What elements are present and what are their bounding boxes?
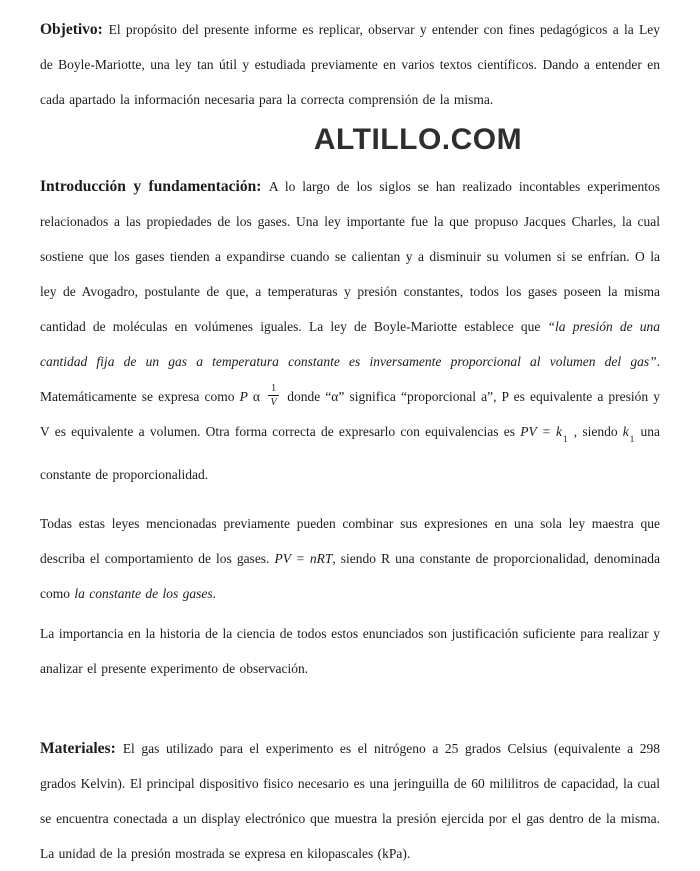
section-heading: Objetivo: [40, 21, 109, 38]
text-segment: P [239, 389, 248, 404]
text-segment: Todas estas leyes mencionadas previamente pueden combinar sus expresiones en una sola ley maestra que describa el comportamiento de los gases. [40, 516, 660, 566]
paragraph-ley-maestra [40, 506, 660, 611]
paragraph-objetivo [40, 12, 660, 117]
text-segment: El propósito del presente informe es replicar, observar y entender con fines pedagógicos a la Ley de Boyle-Mariotte, una ley tan útil y estudiada previamente en varios textos científicos. Dando a entender en cada apartado la información necesaria para la correcta comprensión de la misma. [40, 22, 660, 107]
text-segment: La importancia en la historia de la ciencia de todos estos enunciados son justificación suficiente para realizar y analizar el presente experimento de observación. [40, 626, 660, 676]
paragraph-materiales [40, 731, 660, 871]
text-segment: El gas utilizado para el experimento es el nitrógeno a 25 grados Celsius (equivalente a 298 grados Kelvin). El principal dispositivo fisico necesario es una jeringuilla de 60 mililitros de capacidad, la cual se encuentra conectada a un display electrónico que muestra la presión ejercida por el gas dentro de la misma. La unidad de la presión mostrada se expresa en kilopascales (kPa). [40, 741, 660, 861]
text-segment: “la presión de una cantidad fija de un gas a temperatura constante es inversamente proporcional al volumen del gas” [40, 319, 660, 369]
text-segment: α [247, 389, 266, 404]
section-heading: Materiales: [40, 740, 123, 757]
text-segment: k [622, 424, 629, 439]
text-segment: , siendo [568, 424, 623, 439]
text-segment: 1 [563, 434, 568, 444]
text-segment: la constante de los gases [74, 586, 213, 601]
text-segment: PV = nRT [274, 551, 333, 566]
text-segment: 1 [629, 434, 635, 444]
text-segment: PV = k [520, 424, 563, 439]
section-heading: Introducción y fundamentación: [40, 178, 269, 195]
text-segment: . Matemáticamente se expresa como [40, 354, 660, 404]
text-segment: . [212, 586, 216, 601]
altillo-watermark: ALTILLO.COM [313, 123, 523, 156]
text-segment: , siendo R una constante de proporcionalidad, denominada como [40, 551, 660, 601]
paragraph-introduccion [40, 169, 660, 492]
text-segment: A lo largo de los siglos se han realizado incontables experimentos relacionados a las propiedades de los gases. Una ley importante fue la que propuso Jacques Charles, la cual sostiene que los gases tienden a expandirse cuando se calientan y a disminuir su volumen si se enfrían. O la ley de Avogadro, postulante de que, a temperaturas y presión constantes, todos los gases poseen la misma cantidad de moléculas en volúmenes iguales. La ley de Boyle-Mariotte establece que [40, 179, 661, 334]
paragraph-importancia [40, 616, 660, 686]
text-segment: donde “α” significa “proporcional a”, P es equivalente a presión y V es equivalente a volumen. Otra forma correcta de expresarlo con equivalencias es [40, 389, 660, 439]
text-segment: una constante de proporcionalidad. [40, 424, 660, 482]
fraction: $\frac{1}{V}$ [268, 383, 279, 408]
